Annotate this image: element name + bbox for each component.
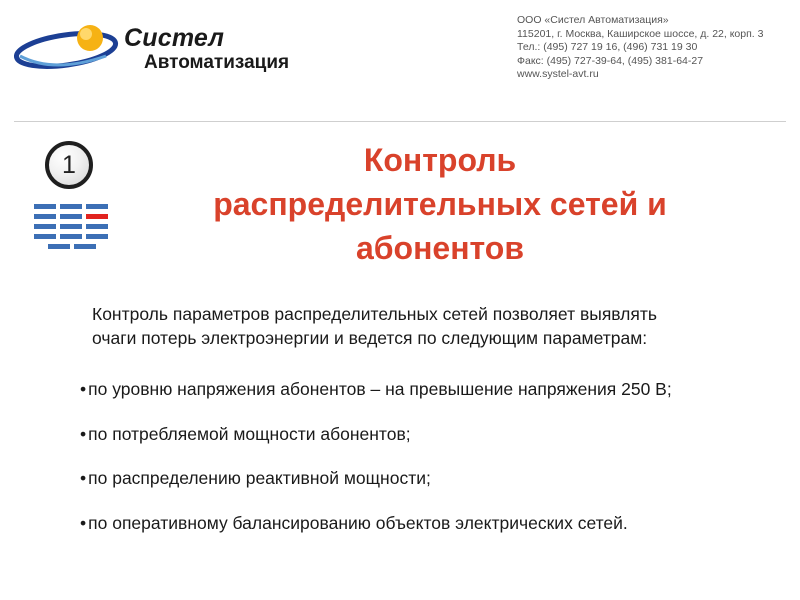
bullet-item — [80, 512, 792, 534]
slide-number-badge — [45, 141, 93, 189]
bullet-item — [80, 423, 792, 445]
phone: Тел.: (495) 727 19 16, (496) 731 19 30 — [517, 41, 698, 53]
company-logo — [14, 18, 290, 78]
website-link[interactable]: www.systel-avt.ru — [517, 68, 599, 80]
title-line-2: распределительных сетей и — [213, 186, 667, 222]
slide-title — [150, 138, 730, 270]
company-name: ООО «Систел Автоматизация» — [517, 14, 669, 26]
bullet-dot-icon: • — [80, 424, 87, 444]
bullet-text: по оперативному балансированию объектов электрических сетей. — [88, 513, 628, 533]
bullet-dot-icon: • — [80, 513, 87, 533]
bullet-text: по потребляемой мощности абонентов; — [88, 424, 411, 444]
title-line-3: абонентов — [355, 230, 525, 266]
bullet-text: по уровню напряжения абонентов – на превышение напряжения 250 В; — [88, 379, 672, 399]
intro-paragraph — [92, 302, 782, 350]
title-line-1: Контроль — [363, 142, 517, 178]
contact-block — [517, 14, 792, 82]
logo-emblem-icon — [14, 18, 124, 78]
fax: Факс: (495) 727-39-64, (495) 381-64-27 — [517, 54, 704, 67]
intro-line-2: очаги потерь электроэнергии и ведется по следующим параметрам: — [92, 328, 648, 348]
bullet-dot-icon: • — [80, 379, 87, 399]
bullet-item — [80, 378, 792, 400]
bullet-dot-icon: • — [80, 468, 87, 488]
logo-text-line1: Систел — [124, 24, 225, 52]
bullet-item — [80, 467, 792, 489]
grid-blocks-icon — [34, 204, 108, 254]
address: 115201, г. Москва, Каширское шоссе, д. 22, корп. 3 — [517, 27, 764, 40]
slide-number: 1 — [62, 150, 76, 179]
header-divider — [14, 121, 786, 122]
logo-text-line2: Автоматизация — [144, 52, 290, 73]
intro-line-1: Контроль параметров распределительных сетей позволяет выявлять — [92, 304, 658, 324]
bullet-text: по распределению реактивной мощности; — [88, 468, 431, 488]
